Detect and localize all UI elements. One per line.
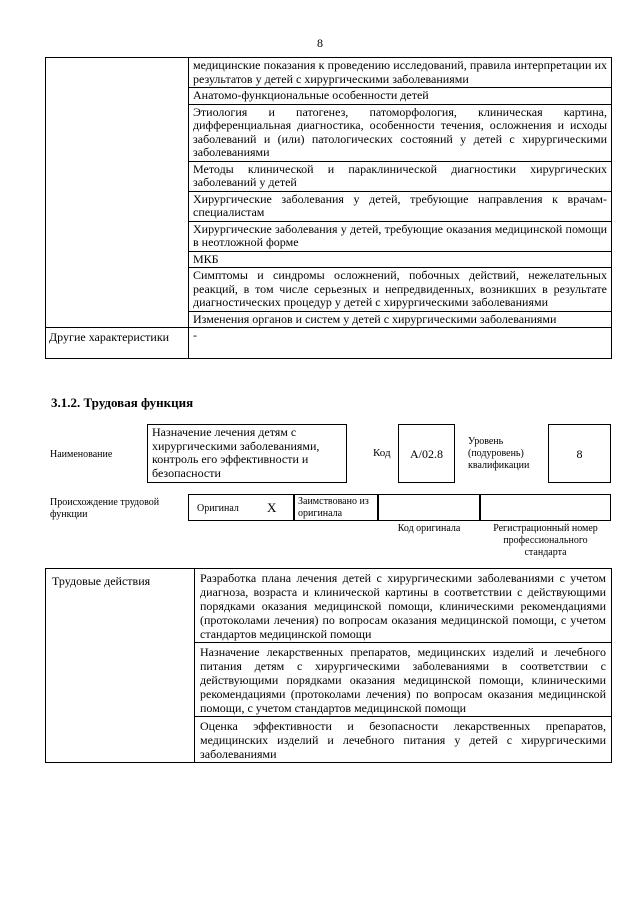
table-row [46,328,612,359]
origin-label: Происхождение трудовой функции [50,497,160,520]
table-cell: Методы клинической и параклинической диагностики хирургических заболеваний у детей [189,161,612,191]
table-cell: Изменения органов и систем у детей с хирургическими заболеваниями [189,311,612,328]
code-original-box [378,494,480,521]
table-cell: Оценка эффективности и безопасности лекарственных препаратов, медицинских изделий и лечебного питания у детей с хирургическими заболеваниями [195,717,612,763]
original-box [188,494,294,521]
borrowed-box [294,494,378,521]
code-label: Код [373,447,391,459]
labor-actions-label: Трудовые действия [46,569,195,763]
level-value-box: 8 [548,424,611,483]
table-cell: МКБ [189,251,612,268]
original-mark: X [267,500,277,515]
table-cell: Назначение лекарственных препаратов, медицинских изделий и лечебного питания детям с хирургическими заболеваниями в соответствии с действующими порядками оказания медицинской помощи, клиническими рекомендациями (протоколами лечения) по вопросам оказания медицинской помощи, с учетом стандартов медицинской помощи [195,643,612,717]
table-cell: Этиология и патогенез, патоморфология, клиническая картина, дифференциальная диагностика, особенности течения, осложнения и исходы заболеваний и (или) патологических состояний у детей с хирургическими заболеваниями [189,104,612,161]
reg-number-box [480,494,611,521]
table-cell: Хирургические заболевания у детей, требующие направления к врачам-специалистам [189,191,612,221]
code-original-label: Код оригинала [397,523,461,534]
function-name-box: Назначение лечения детям с хирургическими заболеваниями, контроль его эффективности и безопасности [147,424,347,483]
labor-actions-table [45,568,612,763]
original-label: Оригинал [197,503,239,514]
other-characteristics-value: - [189,328,612,359]
table-cell: медицинские показания к проведению исследований, правила интерпретации их результатов у детей с хирургическими заболеваниями [189,58,612,88]
table-cell: Анатомо-функциональные особенности детей [189,88,612,105]
table-cell: Разработка плана лечения детей с хирургическими заболеваниями с учетом диагноза, возраста и клинической картины в соответствии с действующими порядками оказания медицинской помощи, клиническими рекомендациями (протоколами лечения) по вопросам оказания медицинской помощи, с учетом стандартов медицинской помощи [195,569,612,643]
other-characteristics-label: Другие характеристики [46,328,189,359]
code-value-box: A/02.8 [398,424,455,483]
page-number: 8 [317,36,323,50]
table-cell: Симптомы и синдромы осложнений, побочных действий, нежелательных реакций, в том числе серьезных и непредвиденных, возникших в результате диагностических процедур у детей с хирургическими заболеваниями [189,268,612,312]
name-label: Наименование [50,449,113,460]
table-cell: Хирургические заболевания у детей, требующие оказания медицинской помощи в неотложной форме [189,221,612,251]
empty-label-cell [46,58,189,328]
borrowed-label: Заимствовано из оригинала [298,496,369,519]
table-row [46,58,612,88]
section-title: 3.1.2. Трудовая функция [51,395,194,410]
table-row [46,569,612,643]
knowledge-table [45,57,612,359]
reg-number-label: Регистрационный номер профессионального стандарта [493,523,598,558]
level-label: Уровень (подуровень) квалификации [468,436,530,471]
